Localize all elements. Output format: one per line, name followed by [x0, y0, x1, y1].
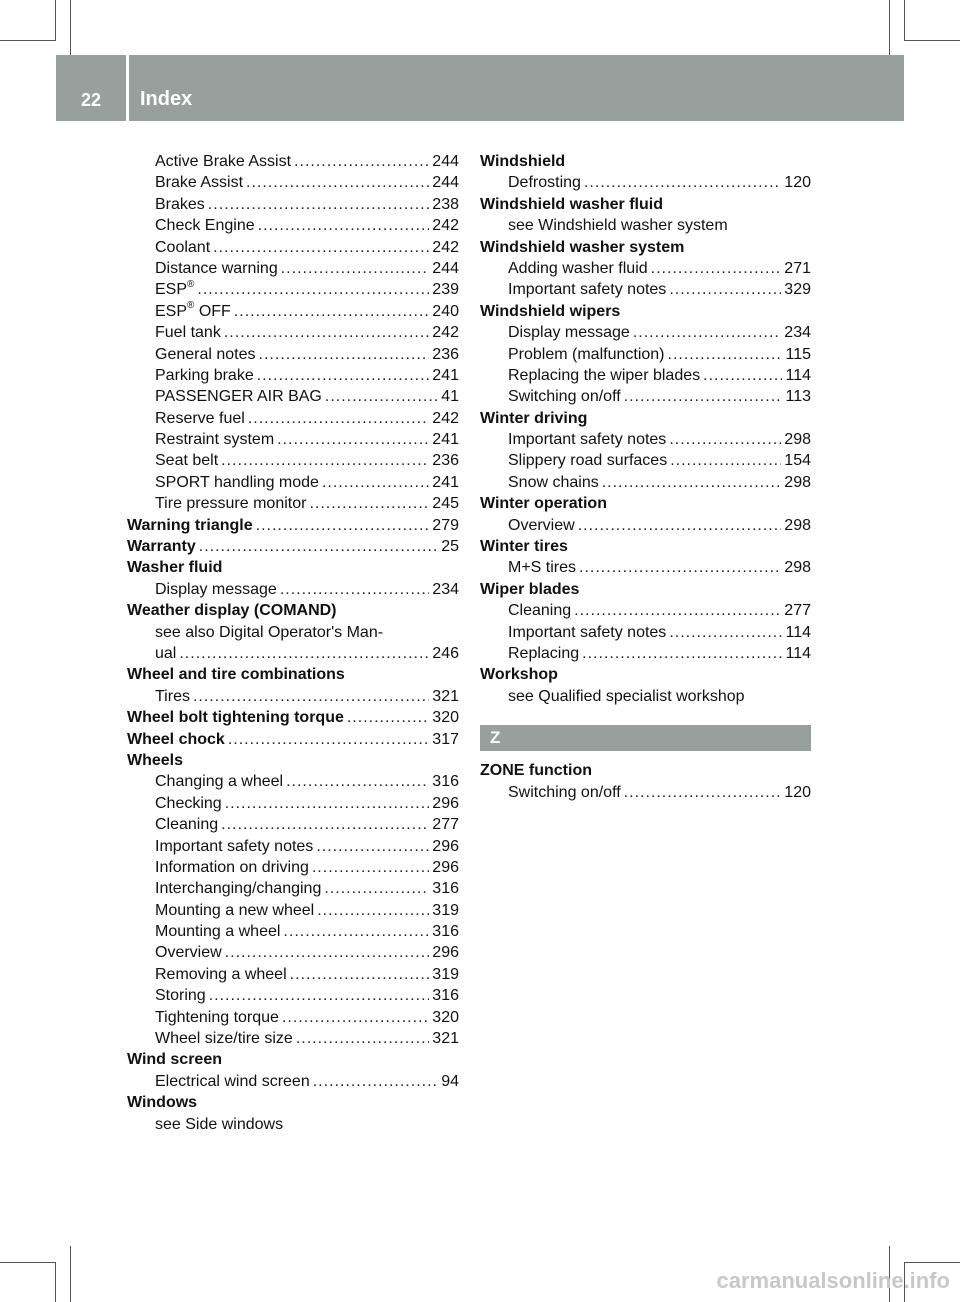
index-entry[interactable] [480, 600, 811, 621]
page-reference[interactable]: 244 [432, 174, 459, 192]
entry-label: Switching on/off [508, 388, 621, 406]
index-entry[interactable] [127, 429, 459, 450]
entry-label: see Qualified specialist workshop [508, 687, 745, 705]
page-reference[interactable]: 279 [432, 516, 459, 534]
page-reference[interactable]: 277 [784, 602, 811, 620]
page-reference[interactable]: 296 [432, 794, 459, 812]
crop-mark [904, 0, 905, 40]
entry-label: Workshop [480, 666, 558, 684]
index-entry[interactable] [127, 536, 459, 557]
entry-label: Active Brake Assist [155, 153, 292, 170]
leader-dots [208, 194, 430, 215]
index-heading [480, 194, 811, 215]
page-reference[interactable]: 298 [784, 516, 811, 534]
page-reference[interactable]: 298 [784, 431, 811, 449]
entry-label: Cleaning [155, 816, 219, 834]
index-entry[interactable] [127, 215, 459, 236]
entry-label: Windshield washer system [480, 238, 685, 256]
index-entry[interactable] [127, 472, 459, 493]
page-reference[interactable]: 242 [432, 217, 459, 235]
index-entry[interactable] [127, 1007, 459, 1028]
entry-label: Tires [155, 687, 190, 705]
page-reference[interactable]: 236 [432, 452, 459, 470]
entry-label: Brakes [155, 195, 205, 213]
leader-dots [225, 942, 430, 963]
index-heading [480, 664, 811, 685]
index-entry[interactable] [127, 301, 459, 322]
leader-dots [313, 1071, 438, 1092]
index-entry[interactable] [127, 793, 459, 814]
index-entry[interactable] [127, 1028, 459, 1049]
entry-label: Important safety notes [508, 281, 667, 299]
page-reference[interactable]: 234 [784, 324, 811, 342]
page-reference[interactable]: 240 [432, 302, 459, 320]
page-reference[interactable]: 296 [432, 858, 459, 876]
page-reference[interactable]: 319 [432, 901, 459, 919]
page-reference[interactable]: 317 [432, 730, 459, 748]
leader-dots [209, 985, 430, 1006]
leader-dots [668, 344, 783, 365]
entry-label: Replacing the wiper blades [508, 366, 701, 384]
page-reference[interactable]: 316 [432, 880, 459, 898]
leader-dots [574, 600, 781, 621]
index-heading [480, 301, 811, 322]
page-reference[interactable]: 242 [432, 324, 459, 342]
entry-label: Reserve fuel [155, 409, 245, 427]
index-letter-heading: Z [480, 725, 811, 751]
entry-label: Problem (malfunction) [508, 345, 665, 363]
page-reference[interactable]: 241 [432, 431, 459, 449]
page-reference[interactable]: 236 [432, 345, 459, 363]
leader-dots [280, 579, 429, 600]
leader-dots [286, 771, 429, 792]
leader-dots [290, 964, 430, 985]
leader-dots [224, 322, 429, 343]
leader-dots [221, 814, 429, 835]
index-entry [480, 686, 811, 707]
page-reference[interactable]: 298 [784, 559, 811, 577]
leader-dots [579, 557, 781, 578]
entry-label: SPORT handling mode [155, 473, 319, 491]
leader-dots [347, 707, 429, 728]
entry-label: Interchanging/changing [155, 880, 322, 898]
index-column-left [127, 151, 459, 1135]
page-reference[interactable]: 242 [432, 238, 459, 256]
index-entry [480, 215, 811, 236]
entry-label: Removing a wheel [155, 965, 287, 983]
page-reference[interactable]: 320 [432, 1008, 459, 1026]
index-entry[interactable] [480, 322, 811, 343]
entry-label: Slippery road surfaces [508, 452, 668, 470]
entry-label: Washer fluid [127, 559, 223, 577]
index-entry[interactable] [127, 686, 459, 707]
entry-label: Adding washer fluid [508, 259, 648, 277]
page-reference[interactable]: 298 [784, 473, 811, 491]
index-heading [480, 760, 811, 781]
entry-label: Wheel and tire combinations [127, 666, 345, 684]
entry-label: Display message [155, 580, 277, 598]
page-reference[interactable]: 296 [432, 837, 459, 855]
page-reference[interactable]: 329 [784, 281, 811, 299]
leader-dots [281, 258, 430, 279]
index-entry[interactable] [127, 365, 459, 386]
entry-label: Windows [127, 1094, 198, 1112]
page-reference[interactable]: 319 [432, 965, 459, 983]
page-reference[interactable]: 115 [785, 345, 811, 363]
page-reference[interactable]: 114 [785, 366, 811, 384]
entry-label: Seat belt [155, 452, 219, 470]
crop-mark [904, 1262, 960, 1263]
entry-label: Important safety notes [508, 431, 667, 449]
index-entry[interactable] [480, 515, 811, 536]
page-reference[interactable]: 244 [432, 153, 459, 170]
leader-dots [228, 729, 429, 750]
leader-dots [309, 493, 429, 514]
leader-dots [670, 450, 781, 471]
entry-label: ual [155, 644, 177, 662]
index-entry[interactable] [127, 878, 459, 899]
entry-label: see Windshield washer system [508, 217, 728, 235]
index-entry[interactable] [480, 472, 811, 493]
leader-dots [193, 686, 429, 707]
index-entry[interactable] [127, 942, 459, 963]
entry-label: Warning triangle [127, 516, 253, 534]
index-entry[interactable] [480, 450, 811, 471]
page-reference[interactable]: 244 [432, 259, 459, 277]
index-entry[interactable] [127, 493, 459, 514]
entry-label: Winter driving [480, 409, 588, 427]
index-heading [480, 536, 811, 557]
leader-dots [234, 301, 429, 322]
leader-dots [584, 172, 781, 193]
page-reference[interactable]: 246 [432, 644, 459, 662]
index-entry[interactable] [127, 579, 459, 600]
leader-dots [578, 515, 782, 536]
page-reference[interactable]: 277 [432, 816, 459, 834]
page-reference[interactable]: 239 [432, 281, 459, 299]
index-heading [480, 493, 811, 514]
index-entry[interactable] [480, 344, 811, 365]
entry-label: Changing a wheel [155, 773, 284, 791]
entry-label: Wind screen [127, 1051, 222, 1069]
index-entry[interactable] [127, 172, 459, 193]
page-reference[interactable]: 25 [441, 538, 459, 556]
entry-label: Defrosting [508, 174, 581, 192]
page-reference[interactable]: 94 [441, 1072, 459, 1090]
index-entry[interactable] [127, 707, 459, 728]
leader-dots [624, 782, 782, 803]
page-reference[interactable]: 41 [441, 388, 459, 406]
entry-label: see Side windows [155, 1115, 284, 1133]
leader-dots [624, 386, 783, 407]
entry-label: Wheel size/tire size [155, 1030, 293, 1048]
index-entry[interactable] [127, 194, 459, 215]
index-entry[interactable] [127, 386, 459, 407]
page-reference[interactable]: 245 [432, 495, 459, 513]
entry-label: Tire pressure monitor [155, 495, 307, 513]
entry-label: Checking [155, 794, 222, 812]
entry-label: General notes [155, 345, 256, 363]
entry-label: Fuel tank [155, 324, 221, 342]
registered-mark: ® [187, 279, 195, 291]
entry-label: Overview [155, 944, 222, 962]
page-reference[interactable]: 114 [785, 623, 811, 641]
page-reference[interactable]: 316 [432, 987, 459, 1005]
crop-mark [55, 0, 56, 40]
entry-label: Parking brake [155, 366, 254, 384]
leader-dots [256, 515, 430, 536]
index-entry[interactable] [480, 386, 811, 407]
leader-dots [669, 622, 782, 643]
entry-label: Wheel chock [127, 730, 225, 748]
leader-dots [248, 408, 429, 429]
index-entry[interactable] [127, 151, 459, 172]
page-reference[interactable]: 321 [432, 1030, 459, 1048]
entry-label: Important safety notes [508, 623, 667, 641]
leader-dots [317, 900, 429, 921]
index-entry[interactable] [480, 279, 811, 300]
index-entry[interactable] [127, 344, 459, 365]
index-entry[interactable] [127, 964, 459, 985]
leader-dots [258, 215, 430, 236]
index-entry[interactable] [127, 857, 459, 878]
leader-dots [633, 322, 781, 343]
entry-label: Weather display (COMAND) [127, 602, 337, 620]
leader-dots [294, 151, 429, 172]
leader-dots [582, 643, 782, 664]
index-entry[interactable] [127, 279, 459, 300]
entry-label: Cleaning [508, 602, 572, 620]
index-heading [127, 1049, 459, 1070]
entry-label: Windshield [480, 153, 566, 170]
page-reference[interactable]: 316 [432, 773, 459, 791]
index-entry[interactable] [127, 814, 459, 835]
page-reference[interactable]: 114 [785, 644, 811, 662]
entry-label: ZONE function [480, 762, 592, 780]
crop-mark [889, 0, 890, 56]
index-entry[interactable] [127, 515, 459, 536]
leader-dots [179, 643, 429, 664]
index-heading [127, 750, 459, 771]
entry-label: Mounting a new wheel [155, 901, 315, 919]
entry-label: Wheels [127, 751, 184, 769]
page-reference[interactable]: 321 [432, 687, 459, 705]
leader-dots [277, 429, 429, 450]
leader-dots [669, 429, 781, 450]
entry-label: Distance warning [155, 259, 278, 277]
index-entry[interactable] [127, 643, 459, 664]
page-reference[interactable]: 296 [432, 944, 459, 962]
entry-label: Overview [508, 516, 575, 534]
leader-dots [324, 878, 429, 899]
page-reference[interactable]: 238 [432, 195, 459, 213]
index-entry [127, 1114, 459, 1135]
index-entry[interactable] [127, 771, 459, 792]
index-heading [480, 237, 811, 258]
index-entry[interactable] [127, 258, 459, 279]
leader-dots [282, 1007, 429, 1028]
leader-dots [246, 172, 429, 193]
index-heading [480, 579, 811, 600]
page-reference[interactable]: 242 [432, 409, 459, 427]
index-entry[interactable] [127, 900, 459, 921]
index-entry[interactable] [127, 985, 459, 1006]
entry-label: Tightening torque [155, 1008, 279, 1026]
entry-label: Electrical wind screen [155, 1072, 310, 1090]
page-reference[interactable]: 120 [784, 783, 811, 801]
entry-label: Check Engine [155, 217, 255, 235]
index-entry[interactable] [127, 1071, 459, 1092]
crop-mark [0, 1262, 56, 1263]
page-title: Index [140, 88, 193, 110]
index-entry[interactable] [480, 172, 811, 193]
index-heading [480, 408, 811, 429]
index-entry [127, 622, 459, 643]
leader-dots [316, 836, 429, 857]
leader-dots [259, 344, 430, 365]
registered-mark: ® [187, 300, 195, 312]
leader-dots [199, 536, 438, 557]
entry-label: Coolant [155, 238, 211, 256]
entry-label: ESP® [155, 279, 195, 299]
index-entry[interactable] [480, 429, 811, 450]
page-number: 22 [80, 90, 102, 110]
entry-label: Winter tires [480, 538, 568, 556]
page-reference[interactable]: 113 [785, 388, 811, 406]
page-reference[interactable]: 234 [432, 580, 459, 598]
index-entry[interactable] [480, 258, 811, 279]
crop-mark [0, 40, 56, 41]
entry-label: Replacing [508, 644, 580, 662]
page-reference[interactable]: 320 [432, 709, 459, 727]
index-entry[interactable] [127, 322, 459, 343]
leader-dots [197, 279, 429, 300]
index-entry[interactable] [480, 643, 811, 664]
entry-label: Information on driving [155, 858, 309, 876]
leader-dots [602, 472, 782, 493]
leader-dots [225, 793, 430, 814]
entry-label: see also Digital Operator's Man- [155, 623, 384, 641]
entry-label: Windshield wipers [480, 302, 621, 320]
entry-label: Switching on/off [508, 783, 621, 801]
index-column-right [480, 151, 811, 803]
index-heading [127, 600, 459, 621]
entry-label: Warranty [127, 538, 196, 556]
leader-dots [651, 258, 782, 279]
index-entry[interactable] [480, 622, 811, 643]
index-entry[interactable] [127, 450, 459, 471]
leader-dots [257, 365, 430, 386]
entry-label: Restraint system [155, 431, 275, 449]
page-reference[interactable]: 241 [432, 366, 459, 384]
header-separator [126, 55, 129, 121]
leader-dots [221, 450, 429, 471]
entry-label: Wheel bolt tightening torque [127, 709, 344, 727]
entry-label: Winter operation [480, 495, 607, 513]
page-reference[interactable]: 271 [784, 259, 811, 277]
entry-label: M+S tires [508, 559, 577, 577]
entry-label: Mounting a wheel [155, 923, 281, 941]
page-reference[interactable]: 120 [784, 174, 811, 192]
page-reference[interactable]: 316 [432, 923, 459, 941]
index-entry[interactable] [480, 365, 811, 386]
index-entry[interactable] [127, 408, 459, 429]
index-entry[interactable] [127, 836, 459, 857]
entry-label: PASSENGER AIR BAG [155, 388, 322, 406]
index-heading [480, 151, 811, 172]
crop-mark [904, 40, 960, 41]
leader-dots [322, 472, 429, 493]
entry-label: Storing [155, 987, 206, 1005]
index-heading [127, 664, 459, 685]
entry-label: ESP® OFF [155, 300, 231, 320]
leader-dots [669, 279, 781, 300]
leader-dots [325, 386, 438, 407]
crop-mark [55, 1262, 56, 1302]
page-reference[interactable]: 241 [432, 473, 459, 491]
leader-dots [283, 921, 429, 942]
leader-dots [703, 365, 782, 386]
entry-label: Windshield washer fluid [480, 195, 663, 213]
crop-mark [70, 1246, 71, 1302]
leader-dots [312, 857, 429, 878]
entry-label: Important safety notes [155, 837, 314, 855]
index-entry[interactable] [127, 237, 459, 258]
entry-label: Brake Assist [155, 174, 244, 192]
index-heading [127, 1092, 459, 1113]
index-entry[interactable] [480, 782, 811, 803]
index-heading [127, 557, 459, 578]
entry-label: Snow chains [508, 473, 599, 491]
entry-label: Display message [508, 324, 630, 342]
index-entry[interactable] [127, 729, 459, 750]
index-entry[interactable] [127, 921, 459, 942]
leader-dots [213, 237, 429, 258]
entry-label: Wiper blades [480, 580, 580, 598]
leader-dots [296, 1028, 429, 1049]
page-reference[interactable]: 154 [784, 452, 811, 470]
crop-mark [70, 0, 71, 56]
watermark: carmanualsonline.info [716, 1268, 950, 1293]
index-entry[interactable] [480, 557, 811, 578]
